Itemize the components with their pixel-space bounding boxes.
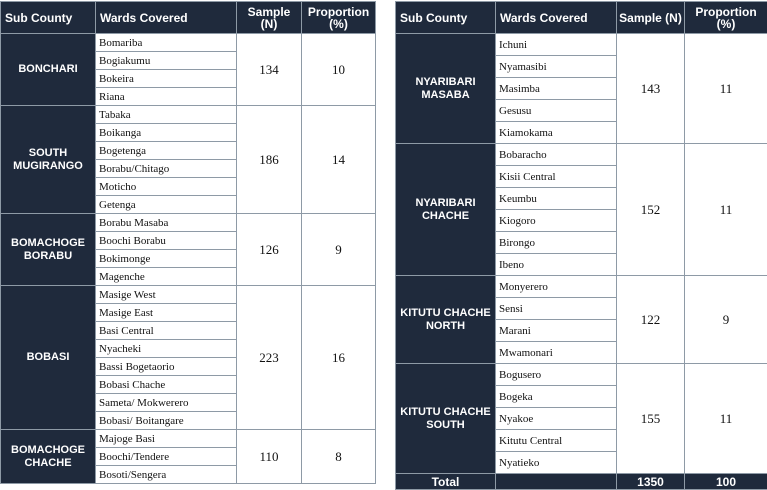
- sub-county-cell: SOUTH MUGIRANGO: [1, 106, 96, 214]
- sub-county-header: Sub County: [1, 2, 96, 34]
- sample-header: Sample (N): [237, 2, 302, 34]
- sample-cell: 152: [617, 144, 685, 276]
- total-label: Total: [396, 474, 496, 490]
- total-sample: 1350: [617, 474, 685, 490]
- wards-covered-header: Wards Covered: [496, 2, 617, 34]
- ward-cell: Birongo: [496, 232, 617, 254]
- proportion-cell: 9: [302, 214, 376, 286]
- total-empty-cell: [496, 474, 617, 490]
- ward-cell: Gesusu: [496, 100, 617, 122]
- ward-cell: Marani: [496, 320, 617, 342]
- sub-county-cell: KITUTU CHACHE NORTH: [396, 276, 496, 364]
- ward-row: [396, 34, 767, 56]
- ward-cell: Magenche: [96, 268, 237, 286]
- ward-cell: Bogiakumu: [96, 52, 237, 70]
- ward-cell: Boikanga: [96, 124, 237, 142]
- ward-cell: Riana: [96, 88, 237, 106]
- sample-header: Sample (N): [617, 2, 685, 34]
- ward-cell: Kiogoro: [496, 210, 617, 232]
- ward-cell: Nyakoe: [496, 408, 617, 430]
- header-row: [1, 2, 376, 34]
- ward-cell: Nyacheki: [96, 340, 237, 358]
- ward-cell: Sensi: [496, 298, 617, 320]
- ward-cell: Kiamokama: [496, 122, 617, 144]
- ward-row: [396, 276, 767, 298]
- sub-county-cell: BOBASI: [1, 286, 96, 430]
- ward-cell: Kitutu Central: [496, 430, 617, 452]
- sample-cell: 122: [617, 276, 685, 364]
- ward-cell: Boochi/Tendere: [96, 448, 237, 466]
- ward-cell: Bokeira: [96, 70, 237, 88]
- sub-county-cell: BOMACHOGE CHACHE: [1, 430, 96, 484]
- sub-county-cell: NYARIBARI CHACHE: [396, 144, 496, 276]
- ward-cell: Masige West: [96, 286, 237, 304]
- proportion-cell: 11: [685, 34, 767, 144]
- ward-cell: Ibeno: [496, 254, 617, 276]
- ward-row: [1, 430, 376, 448]
- header-row: [396, 2, 767, 34]
- wards-covered-header: Wards Covered: [96, 2, 237, 34]
- ward-cell: Borabu Masaba: [96, 214, 237, 232]
- right-sample-table: [395, 1, 767, 490]
- ward-cell: Moticho: [96, 178, 237, 196]
- ward-cell: Tabaka: [96, 106, 237, 124]
- ward-cell: Borabu/Chitago: [96, 160, 237, 178]
- proportion-cell: 8: [302, 430, 376, 484]
- proportion-cell: 16: [302, 286, 376, 430]
- proportion-header: Proportion (%): [302, 2, 376, 34]
- sub-county-header: Sub County: [396, 2, 496, 34]
- ward-row: [1, 34, 376, 52]
- ward-cell: Bobasi/ Boitangare: [96, 412, 237, 430]
- ward-cell: Majoge Basi: [96, 430, 237, 448]
- proportion-cell: 14: [302, 106, 376, 214]
- ward-cell: Ichuni: [496, 34, 617, 56]
- ward-row: [1, 286, 376, 304]
- ward-cell: Bokimonge: [96, 250, 237, 268]
- ward-cell: Basi Central: [96, 322, 237, 340]
- ward-cell: Monyerero: [496, 276, 617, 298]
- ward-cell: Masimba: [496, 78, 617, 100]
- ward-cell: Bobasi Chache: [96, 376, 237, 394]
- ward-row: [396, 364, 767, 386]
- left-table-body: [1, 34, 376, 484]
- sub-county-cell: BONCHARI: [1, 34, 96, 106]
- sub-county-cell: NYARIBARI MASABA: [396, 34, 496, 144]
- total-proportion: 100: [685, 474, 767, 490]
- sample-cell: 126: [237, 214, 302, 286]
- ward-row: [1, 106, 376, 124]
- proportion-cell: 10: [302, 34, 376, 106]
- sample-cell: 223: [237, 286, 302, 430]
- ward-cell: Kisii Central: [496, 166, 617, 188]
- left-sample-table: [0, 1, 376, 484]
- sample-cell: 134: [237, 34, 302, 106]
- ward-cell: Bogeka: [496, 386, 617, 408]
- sub-county-cell: KITUTU CHACHE SOUTH: [396, 364, 496, 474]
- ward-cell: Bomariba: [96, 34, 237, 52]
- sample-cell: 110: [237, 430, 302, 484]
- ward-cell: Nyatieko: [496, 452, 617, 474]
- proportion-header: Proportion (%): [685, 2, 767, 34]
- ward-row: [396, 144, 767, 166]
- total-row: [396, 474, 767, 490]
- ward-cell: Nyamasibi: [496, 56, 617, 78]
- proportion-cell: 11: [685, 144, 767, 276]
- ward-cell: Keumbu: [496, 188, 617, 210]
- proportion-cell: 9: [685, 276, 767, 364]
- sample-cell: 186: [237, 106, 302, 214]
- ward-cell: Masige East: [96, 304, 237, 322]
- ward-row: [1, 214, 376, 232]
- sample-cell: 143: [617, 34, 685, 144]
- ward-cell: Sameta/ Mokwerero: [96, 394, 237, 412]
- ward-cell: Bobaracho: [496, 144, 617, 166]
- ward-cell: Bassi Bogetaorio: [96, 358, 237, 376]
- right-table-body: [396, 34, 767, 474]
- ward-cell: Getenga: [96, 196, 237, 214]
- sample-cell: 155: [617, 364, 685, 474]
- ward-cell: Boochi Borabu: [96, 232, 237, 250]
- ward-cell: Bogetenga: [96, 142, 237, 160]
- ward-cell: Bogusero: [496, 364, 617, 386]
- sub-county-cell: BOMACHOGE BORABU: [1, 214, 96, 286]
- proportion-cell: 11: [685, 364, 767, 474]
- ward-cell: Bosoti/Sengera: [96, 466, 237, 484]
- ward-cell: Mwamonari: [496, 342, 617, 364]
